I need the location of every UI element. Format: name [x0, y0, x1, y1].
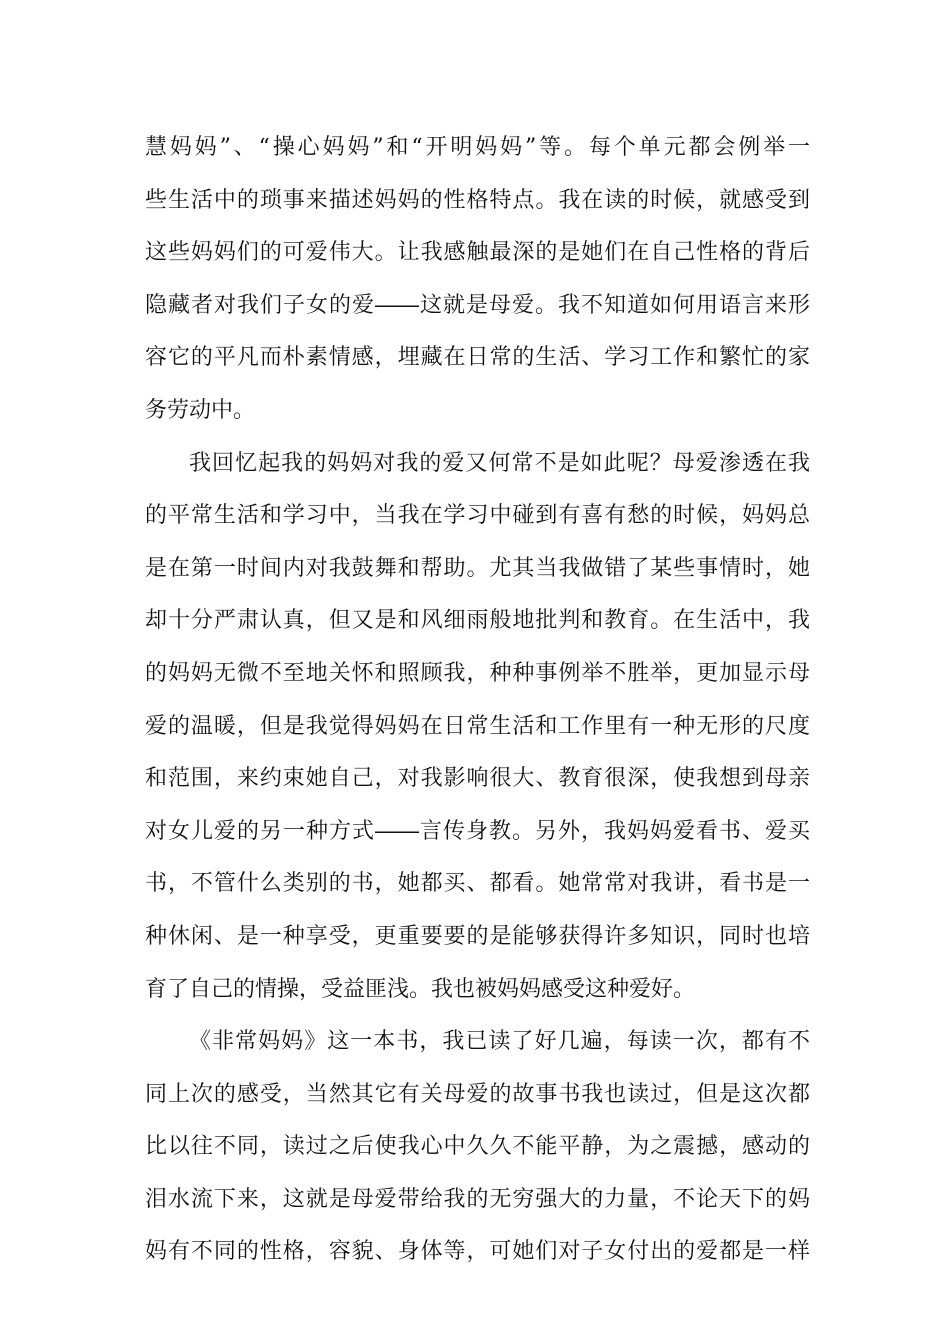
text-line: 泪水流下来，这就是母爱带给我的无穷强大的力量，不论天下的妈 [145, 1186, 810, 1212]
text-line: 比以往不同，读过之后使我心中久久不能平静，为之震撼，感动的 [145, 1134, 810, 1160]
text-line: 的平常生活和学习中，当我在学习中碰到有喜有愁的时候，妈妈总 [145, 503, 810, 529]
text-line: 些生活中的琐事来描述妈妈的性格特点。我在读的时候，就感受到 [145, 187, 810, 213]
text-line: 的妈妈无微不至地关怀和照顾我，种种事例举不胜举，更加显示母 [145, 660, 810, 686]
text-line: 同上次的感受，当然其它有关母爱的故事书我也读过，但是这次都 [145, 1081, 810, 1107]
text-line: 育了自己的情操，受益匪浅。我也被妈妈感受这种爱好。 [145, 976, 696, 1002]
body-text [145, 122, 810, 1279]
text-line: 务劳动中。 [145, 397, 256, 423]
text-line: 隐藏者对我们子女的爱――这就是母爱。我不知道如何用语言来形 [145, 292, 810, 318]
text-line: 对女儿爱的另一种方式――言传身教。另外，我妈妈爱看书、爱买 [145, 818, 810, 844]
text-line: 容它的平凡而朴素情感，埋藏在日常的生活、学习工作和繁忙的家 [145, 345, 810, 371]
text-line: 却十分严肃认真，但又是和风细雨般地批判和教育。在生活中，我 [145, 608, 810, 634]
text-line: 慧妈妈”、“操心妈妈”和“开明妈妈”等。每个单元都会例举一 [145, 135, 810, 160]
text-line: 是在第一时间内对我鼓舞和帮助。尤其当我做错了某些事情时，她 [145, 555, 810, 581]
text-line: 妈有不同的性格，容貌、身体等，可她们对子女付出的爱都是一样 [145, 1239, 810, 1265]
text-line: 种休闲、是一种享受，更重要要的是能够获得许多知识，同时也培 [145, 923, 810, 949]
text-line: 爱的温暖，但是我觉得妈妈在日常生活和工作里有一种无形的尺度 [145, 713, 810, 739]
text-line: 和范围，来约束她自己，对我影响很大、教育很深，使我想到母亲 [145, 766, 810, 792]
text-line: 书，不管什么类别的书，她都买、都看。她常常对我讲，看书是一 [145, 871, 810, 897]
text-line: 《非常妈妈》这一本书，我已读了好几遍，每读一次，都有不 [189, 1029, 810, 1055]
text-line: 我回忆起我的妈妈对我的爱又何常不是如此呢？母爱渗透在我 [189, 450, 810, 476]
text-line: 这些妈妈们的可爱伟大。让我感触最深的是她们在自己性格的背后 [145, 240, 810, 266]
